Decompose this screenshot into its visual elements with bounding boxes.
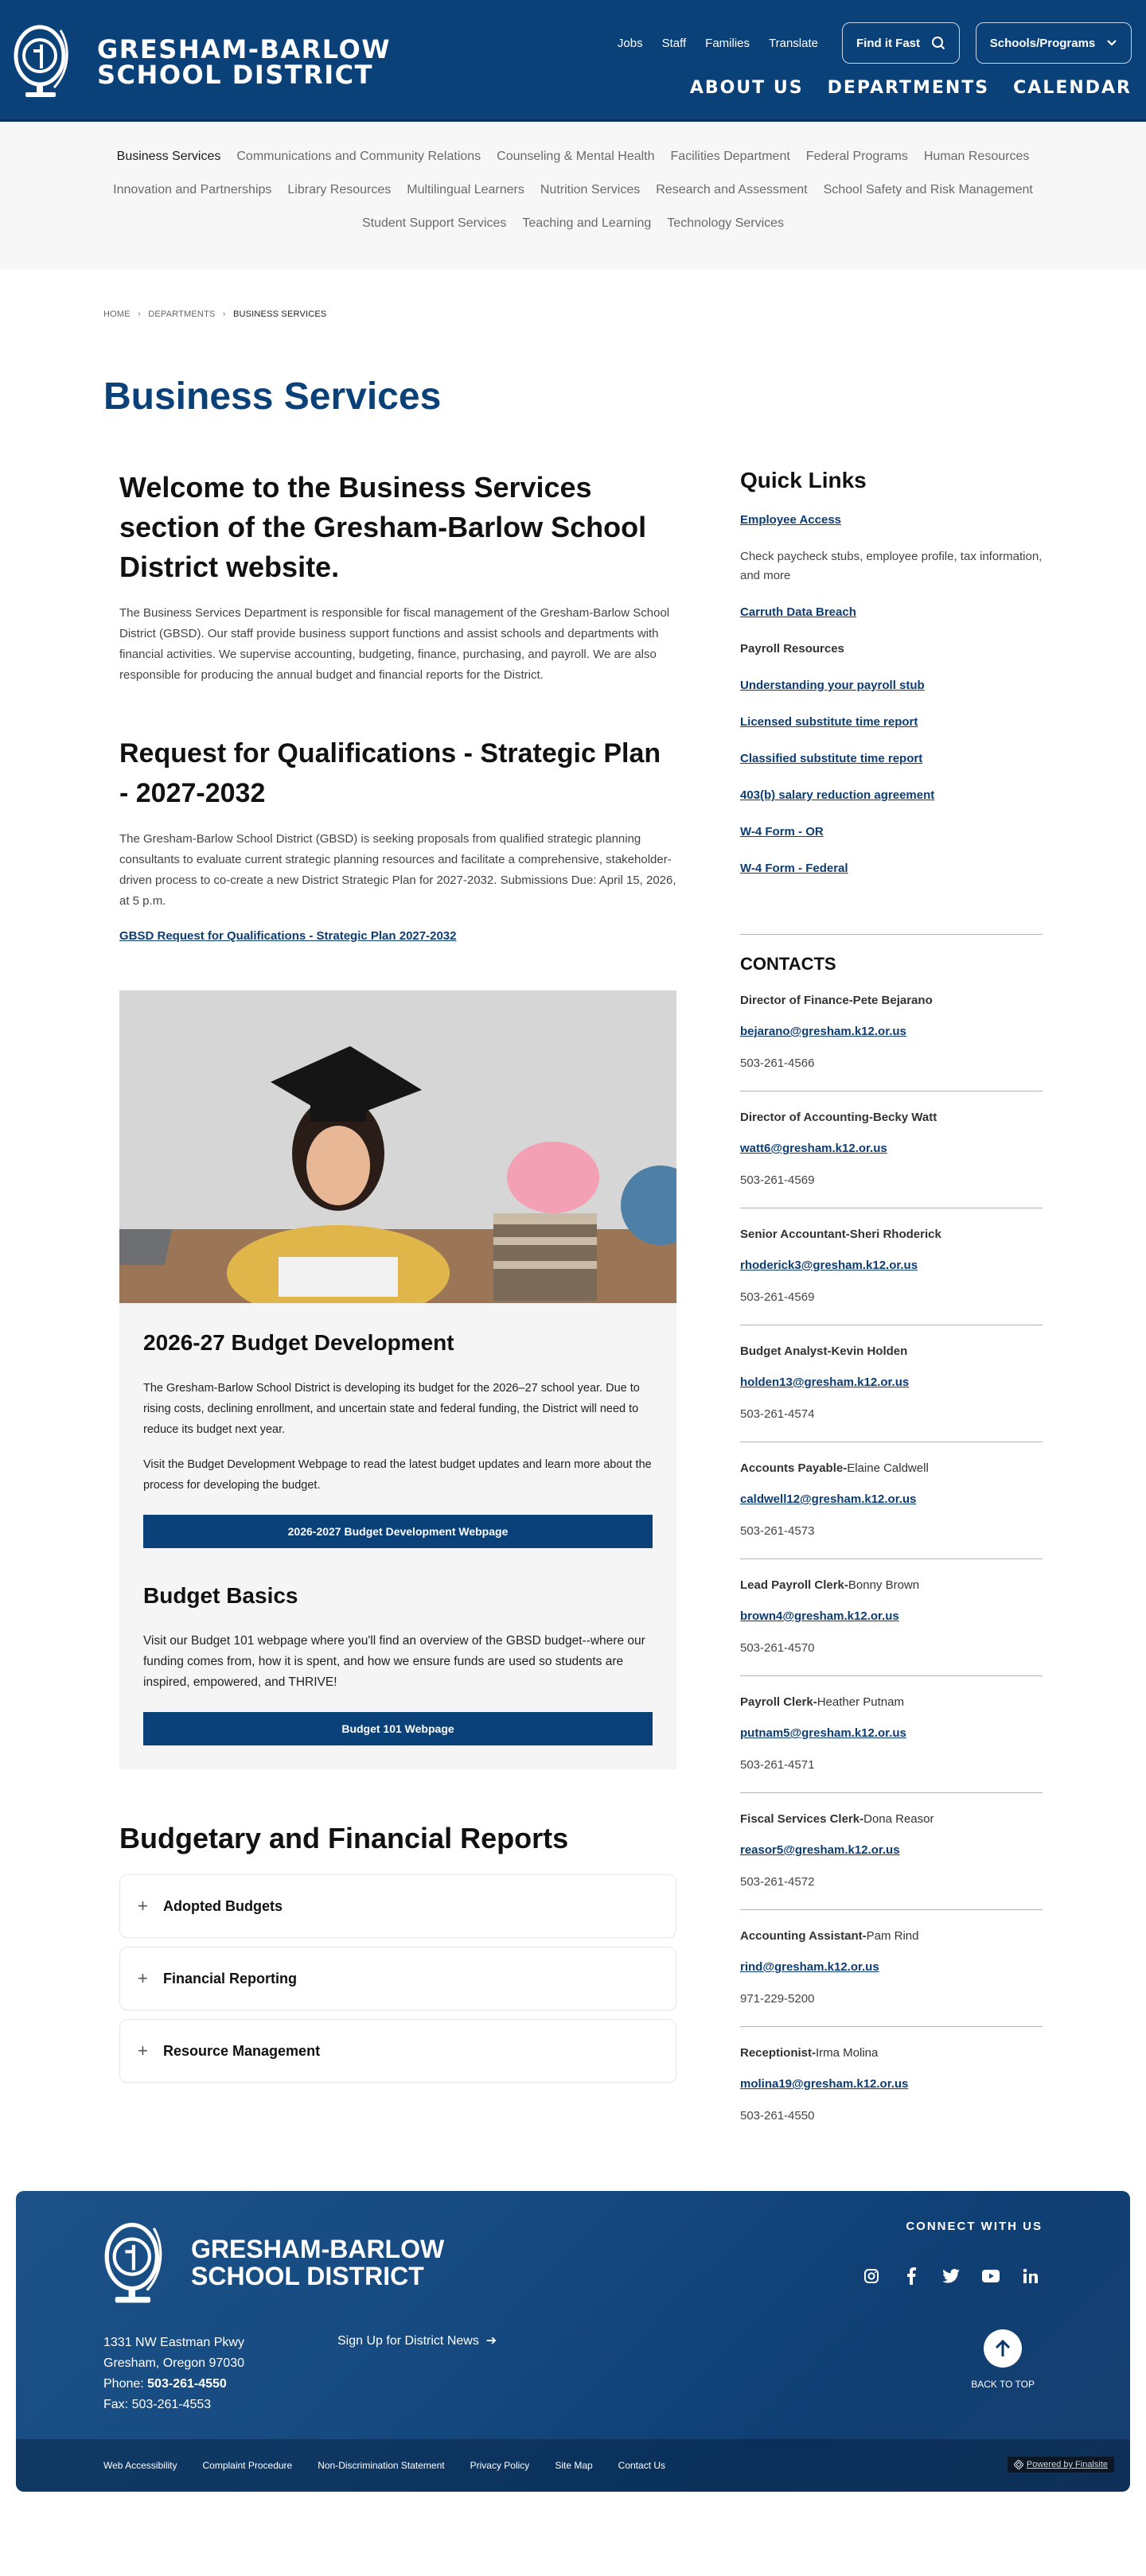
utility-nav <box>618 22 1132 64</box>
department-nav-row <box>96 181 1050 200</box>
contact-email-link[interactable]: putnam5@gresham.k12.or.us <box>740 1726 906 1740</box>
quick-link-licensed-sub-report[interactable]: Licensed substitute time report <box>740 715 918 729</box>
contact-email-link[interactable]: brown4@gresham.k12.or.us <box>740 1609 899 1623</box>
contact-role: Director of Finance-Pete Bejarano <box>740 994 933 1007</box>
connect-heading: CONNECT WITH US <box>906 2220 1043 2233</box>
footer-phone <box>103 2374 244 2395</box>
schools-programs-dropdown[interactable] <box>976 22 1132 64</box>
sidebar <box>740 458 1043 2143</box>
budget-basics-text: Visit our Budget 101 webpage where you'll find an overview of the GBSD budget--where our funding comes from, how it is spent, and how we ensure funds are used so students are inspired, empowered, and THRIVE! <box>143 1634 645 1689</box>
contact-role: Lead Payroll Clerk- <box>740 1578 848 1592</box>
contact-title <box>740 1344 1043 1358</box>
dept-link-teaching-learning[interactable]: Teaching and Learning <box>522 216 652 230</box>
contacts-section <box>740 934 1043 2143</box>
contact-name: Pam Rind <box>866 1929 919 1943</box>
footer-link-complaint-procedure[interactable]: Complaint Procedure <box>202 2460 293 2471</box>
footer-top <box>16 2191 1130 2439</box>
contact-title <box>740 2046 1043 2060</box>
quick-link-classified-sub-report[interactable]: Classified substitute time report <box>740 752 923 765</box>
welcome-heading: Welcome to the Business Services section of the Gresham-Barlow School District website. <box>119 471 647 583</box>
quick-link-w4-or[interactable]: W-4 Form - OR <box>740 825 824 839</box>
contact-phone: 503-261-4566 <box>740 1056 815 1070</box>
find-it-fast-label: Find it Fast <box>856 36 920 50</box>
quick-link-w4-federal[interactable]: W-4 Form - Federal <box>740 862 848 875</box>
chevron-down-icon <box>1106 39 1117 47</box>
utility-link-translate[interactable]: Translate <box>769 36 818 50</box>
contact-name: Dona Reasor <box>863 1812 934 1826</box>
student-graduation-photo <box>119 990 676 1303</box>
address-line2: Gresham, Oregon 97030 <box>103 2356 244 2370</box>
dept-link-innovation[interactable]: Innovation and Partnerships <box>113 183 272 197</box>
signup-label: Sign Up for District News <box>337 2334 479 2348</box>
youtube-icon[interactable] <box>979 2264 1003 2288</box>
budget-development-text-2: Visit the Budget Development Webpage to read the latest budget updates and learn more about the process for developing the budget. <box>143 1458 652 1492</box>
utility-link-jobs[interactable]: Jobs <box>617 36 643 50</box>
budget-development-heading: 2026-27 Budget Development <box>143 1330 454 1355</box>
contact-role: Payroll Clerk- <box>740 1695 817 1709</box>
utility-link-families[interactable]: Families <box>705 36 750 50</box>
quick-link-carruth-data-breach[interactable]: Carruth Data Breach <box>740 605 856 619</box>
reports-heading: Budgetary and Financial Reports <box>119 1822 569 1854</box>
dept-link-counseling[interactable]: Counseling & Mental Health <box>497 150 655 163</box>
dept-link-business-services[interactable]: Business Services <box>116 150 221 163</box>
contact-phone: 503-261-4569 <box>740 1173 815 1187</box>
contact-role: Accounts Payable- <box>740 1461 848 1475</box>
contact-card <box>740 1676 1043 1793</box>
instagram-icon[interactable] <box>860 2264 883 2288</box>
contact-phone: 503-261-4569 <box>740 1290 815 1304</box>
contact-email-link[interactable]: molina19@gresham.k12.or.us <box>740 2077 909 2091</box>
district-logo-link[interactable] <box>13 22 391 102</box>
accordion-adopted-budgets[interactable] <box>119 1874 676 1938</box>
contact-card <box>740 2027 1043 2143</box>
back-to-top-label: BACK TO TOP <box>971 2379 1035 2390</box>
contact-phone: 503-261-4572 <box>740 1875 815 1889</box>
contacts-list <box>740 975 1043 2143</box>
quick-link-employee-access[interactable]: Employee Access <box>740 513 842 527</box>
dept-link-school-safety[interactable]: School Safety and Risk Management <box>823 183 1033 197</box>
find-it-fast-button[interactable] <box>842 22 960 64</box>
contact-email-link[interactable]: watt6@gresham.k12.or.us <box>740 1142 887 1155</box>
footer-fax: Fax: 503-261-4553 <box>103 2398 212 2411</box>
contact-name: Irma Molina <box>816 2046 879 2060</box>
contact-email-link[interactable]: holden13@gresham.k12.or.us <box>740 1376 910 1389</box>
contact-title <box>740 1111 1043 1124</box>
breadcrumb-departments[interactable]: DEPARTMENTS <box>148 309 216 319</box>
address-line1: 1331 NW Eastman Pkwy <box>103 2336 244 2349</box>
breadcrumb <box>0 270 1146 319</box>
plus-icon: + <box>138 1896 148 1916</box>
dept-link-research[interactable]: Research and Assessment <box>656 183 808 197</box>
footer-link-contact-us[interactable]: Contact Us <box>618 2460 666 2471</box>
department-nav-row <box>96 147 1050 166</box>
dept-link-student-support[interactable]: Student Support Services <box>361 216 507 230</box>
dept-link-facilities[interactable]: Facilities Department <box>670 150 790 163</box>
search-icon <box>931 36 945 50</box>
welcome-text: The Business Services Department is responsible for fiscal management of the Gresham-Barlow School District (GBSD). Our staff provide business support functions and assist schools and departments with financial activities. We supervise accounting, budgeting, finance, purchasing, and payroll. We are also responsible for producing the annual budget and financial reports for the District. <box>119 606 670 682</box>
contact-card <box>740 975 1043 1091</box>
quick-link-403b[interactable]: 403(b) salary reduction agreement <box>740 788 935 802</box>
globe-logo-icon <box>13 22 73 102</box>
finalsite-logo-icon <box>1014 2460 1023 2469</box>
dept-link-human-resources[interactable]: Human Resources <box>923 150 1030 163</box>
page-bottom-spacer <box>0 2492 1146 2508</box>
contact-role: Receptionist- <box>740 2046 817 2060</box>
employee-access-description: Check paycheck stubs, employee profile, tax information, and more <box>740 550 1043 582</box>
contact-card <box>740 1208 1043 1325</box>
dept-link-library[interactable]: Library Resources <box>287 183 392 197</box>
powered-by-label: Powered by Finalsite <box>1026 2460 1108 2469</box>
contact-title <box>740 1461 1043 1475</box>
budget-feature-card <box>119 990 676 1769</box>
breadcrumb-home[interactable]: HOME <box>103 309 131 319</box>
contact-email-link[interactable]: caldwell12@gresham.k12.or.us <box>740 1492 917 1506</box>
budget-development-webpage-button[interactable]: 2026-2027 Budget Development Webpage <box>143 1515 653 1548</box>
accordion-resource-management[interactable] <box>119 2019 676 2083</box>
contact-card <box>740 1442 1043 1559</box>
breadcrumb-separator-icon: › <box>138 309 141 319</box>
footer-logo[interactable] <box>103 2215 444 2310</box>
contact-phone: 503-261-4570 <box>740 1641 815 1655</box>
contact-phone: 503-261-4573 <box>740 1524 815 1538</box>
contact-title <box>740 1228 1043 1241</box>
contact-phone: 503-261-4571 <box>740 1758 815 1772</box>
contact-email-link[interactable]: bejarano@gresham.k12.or.us <box>740 1025 906 1038</box>
contact-name: Bonny Brown <box>848 1578 920 1592</box>
contact-card <box>740 1910 1043 2027</box>
contact-card <box>740 1793 1043 1910</box>
contact-name: Elaine Caldwell <box>847 1461 929 1475</box>
social-links <box>844 2264 1043 2288</box>
contact-phone: 503-261-4550 <box>740 2109 815 2123</box>
contact-role: Senior Accountant-Sheri Rhoderick <box>740 1228 941 1241</box>
accordion-financial-reporting[interactable] <box>119 1947 676 2010</box>
rfq-document-link[interactable]: GBSD Request for Qualifications - Strategic Plan 2027-2032 <box>119 929 457 943</box>
contact-title <box>740 1812 1043 1826</box>
site-footer <box>16 2191 1130 2492</box>
contact-role: Budget Analyst-Kevin Holden <box>740 1344 908 1358</box>
facebook-icon[interactable] <box>899 2264 923 2288</box>
contact-card <box>740 1325 1043 1442</box>
contact-email-link[interactable]: reasor5@gresham.k12.or.us <box>740 1843 900 1857</box>
plus-icon: + <box>138 2041 148 2060</box>
phone-label: Phone: <box>103 2377 148 2391</box>
district-name-line1: GRESHAM-BARLOW <box>97 34 392 64</box>
contact-title <box>740 994 1043 1007</box>
footer-bottom-bar <box>16 2439 1130 2492</box>
footer-name-line1: GRESHAM-BARLOW <box>191 2235 445 2263</box>
schools-programs-label: Schools/Programs <box>989 36 1096 50</box>
main-content <box>119 458 676 2143</box>
department-nav-row <box>96 214 1050 233</box>
contact-role: Director of Accounting-Becky Watt <box>740 1111 937 1124</box>
contact-card <box>740 1091 1043 1208</box>
contact-phone: 503-261-4574 <box>740 1407 815 1421</box>
footer-name-line2: SCHOOL DISTRICT <box>191 2262 424 2290</box>
main-nav-calendar[interactable]: CALENDAR <box>1013 78 1132 98</box>
budget-development-text-1: The Gresham-Barlow School District is developing its budget for the 2026–27 school year. Due to rising costs, declining enrollment, and uncertain state and federal funding, the District will need to reduce its budget next year. <box>143 1382 640 1436</box>
accordion-label: Adopted Budgets <box>163 1897 283 1914</box>
sign-up-district-news-link[interactable] <box>337 2333 497 2348</box>
contact-role: Accounting Assistant- <box>740 1929 867 1943</box>
budget-basics-heading: Budget Basics <box>143 1583 298 1608</box>
plus-icon: + <box>138 1968 148 1988</box>
main-nav <box>666 78 1132 98</box>
quick-links-heading: Quick Links <box>740 468 867 492</box>
back-to-top-circle <box>984 2329 1022 2368</box>
dept-link-multilingual[interactable]: Multilingual Learners <box>407 183 524 197</box>
contact-title <box>740 1695 1043 1709</box>
contact-email-link[interactable]: rhoderick3@gresham.k12.or.us <box>740 1259 918 1272</box>
footer-address <box>103 2333 244 2415</box>
contact-phone: 971-229-5200 <box>740 1992 815 2006</box>
reports-accordion <box>119 1874 676 2083</box>
quick-link-payroll-stub[interactable]: Understanding your payroll stub <box>740 679 925 692</box>
budget-feature-body <box>119 1303 676 1769</box>
budget-101-webpage-button[interactable]: Budget 101 Webpage <box>143 1712 653 1745</box>
photo-illustration-icon <box>119 990 676 1303</box>
footer-link-non-discrimination[interactable]: Non-Discrimination Statement <box>318 2460 445 2471</box>
department-nav <box>0 122 1146 270</box>
content-layout <box>0 418 1146 2143</box>
footer-district-name <box>191 2236 444 2290</box>
accordion-label: Resource Management <box>163 2042 321 2059</box>
contact-title <box>740 1578 1043 1592</box>
footer-link-web-accessibility[interactable]: Web Accessibility <box>103 2460 177 2471</box>
footer-link-privacy-policy[interactable]: Privacy Policy <box>470 2460 530 2471</box>
twitter-icon[interactable] <box>939 2264 963 2288</box>
contact-title <box>740 1929 1043 1943</box>
contact-role: Fiscal Services Clerk- <box>740 1812 864 1826</box>
powered-by-finalsite-badge[interactable] <box>1008 2457 1114 2473</box>
globe-logo-icon <box>103 2215 167 2310</box>
accordion-label: Financial Reporting <box>163 1970 298 1986</box>
district-name <box>97 34 392 90</box>
contact-email-link[interactable]: rind@gresham.k12.or.us <box>740 1960 879 1974</box>
main-nav-about-us[interactable]: ABOUT US <box>689 78 804 98</box>
divider <box>740 934 1043 935</box>
dept-link-nutrition[interactable]: Nutrition Services <box>540 183 641 197</box>
rfq-text: The Gresham-Barlow School District (GBSD) is seeking proposals from qualified strategic planning consultants to evaluate current strategic planning resources and facilitate a comprehensive, stakeholder-driven process to co-create a new District Strategic Plan for 2027-2032. Submissions Due: April 15, 2026, at 5 p.m. <box>119 832 676 908</box>
breadcrumb-separator-icon: › <box>222 309 226 319</box>
site-header <box>0 0 1146 122</box>
district-name-line2: SCHOOL DISTRICT <box>97 60 373 90</box>
breadcrumb-current: BUSINESS SERVICES <box>232 309 327 319</box>
arrow-up-icon <box>994 2339 1012 2358</box>
back-to-top-button[interactable] <box>971 2329 1035 2390</box>
contact-card <box>740 1559 1043 1676</box>
page-title: Business Services <box>103 376 442 418</box>
footer-link-site-map[interactable]: Site Map <box>555 2460 593 2471</box>
phone-number[interactable]: 503-261-4550 <box>147 2377 227 2391</box>
dept-link-technology[interactable]: Technology Services <box>667 216 785 230</box>
linkedin-icon[interactable] <box>1019 2264 1043 2288</box>
dept-link-communications[interactable]: Communications and Community Relations <box>236 150 481 163</box>
dept-link-federal-programs[interactable]: Federal Programs <box>805 150 908 163</box>
rfq-heading: Request for Qualifications - Strategic Plan - 2027-2032 <box>119 738 661 808</box>
main-nav-departments[interactable]: DEPARTMENTS <box>827 78 990 98</box>
contacts-heading: CONTACTS <box>740 954 836 974</box>
utility-link-staff[interactable]: Staff <box>661 36 687 50</box>
contact-name: Heather Putnam <box>817 1695 904 1709</box>
arrow-right-icon: ➔ <box>482 2334 497 2348</box>
payroll-resources-label: Payroll Resources <box>740 642 844 656</box>
